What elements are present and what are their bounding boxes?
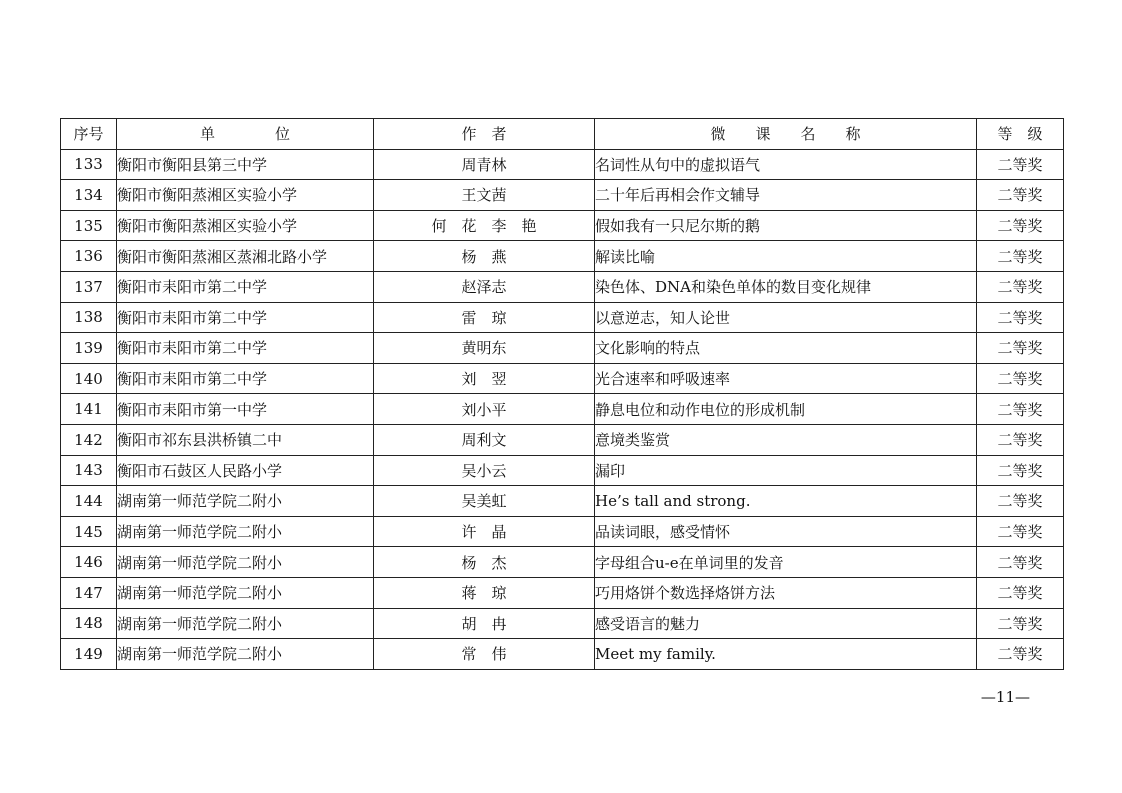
row-unit: 湖南第一师范学院二附小 — [117, 486, 374, 517]
header-row — [61, 119, 1064, 150]
row-unit: 衡阳市石鼓区人民路小学 — [117, 455, 374, 486]
row-course-title: 意境类鉴赏 — [595, 424, 977, 455]
row-author: 蒋 琼 — [374, 577, 595, 608]
row-unit: 衡阳市衡阳县第三中学 — [117, 149, 374, 180]
table-row — [61, 363, 1064, 394]
row-number: 144 — [61, 486, 117, 517]
row-grade: 二等奖 — [977, 302, 1064, 333]
row-number: 146 — [61, 547, 117, 578]
row-unit: 衡阳市祁东县洪桥镇二中 — [117, 424, 374, 455]
row-course-title: Meet my family. — [595, 639, 977, 670]
row-unit: 湖南第一师范学院二附小 — [117, 516, 374, 547]
row-course-title: 以意逆志，知人论世 — [595, 302, 977, 333]
row-number: 137 — [61, 271, 117, 302]
table-row — [61, 486, 1064, 517]
row-author: 雷 琼 — [374, 302, 595, 333]
row-course-title: 光合速率和呼吸速率 — [595, 363, 977, 394]
row-grade: 二等奖 — [977, 180, 1064, 211]
table-row — [61, 394, 1064, 425]
row-author: 杨 杰 — [374, 547, 595, 578]
row-grade: 二等奖 — [977, 639, 1064, 670]
row-unit: 衡阳市耒阳市第二中学 — [117, 363, 374, 394]
table-row — [61, 302, 1064, 333]
row-author: 杨 燕 — [374, 241, 595, 272]
row-grade: 二等奖 — [977, 455, 1064, 486]
table-row — [61, 149, 1064, 180]
row-number: 139 — [61, 333, 117, 364]
row-grade: 二等奖 — [977, 210, 1064, 241]
row-author: 吴美虹 — [374, 486, 595, 517]
row-unit: 湖南第一师范学院二附小 — [117, 577, 374, 608]
row-number: 140 — [61, 363, 117, 394]
row-unit: 湖南第一师范学院二附小 — [117, 547, 374, 578]
table-row — [61, 547, 1064, 578]
row-course-title: 感受语言的魅力 — [595, 608, 977, 639]
table-row — [61, 424, 1064, 455]
row-course-title: 品读词眼，感受情怀 — [595, 516, 977, 547]
row-course-title: He’s tall and strong. — [595, 486, 977, 517]
row-course-title: 二十年后再相会作文辅导 — [595, 180, 977, 211]
row-course-title: 文化影响的特点 — [595, 333, 977, 364]
row-unit: 衡阳市衡阳蒸湘区蒸湘北路小学 — [117, 241, 374, 272]
table-row — [61, 639, 1064, 670]
row-course-title: 解读比喻 — [595, 241, 977, 272]
table-row — [61, 210, 1064, 241]
row-course-title: 染色体、DNA和染色单体的数目变化规律 — [595, 271, 977, 302]
row-unit: 衡阳市衡阳蒸湘区实验小学 — [117, 180, 374, 211]
table-row — [61, 455, 1064, 486]
row-course-title: 漏印 — [595, 455, 977, 486]
header-title: 微 课 名 称 — [595, 119, 977, 150]
row-number: 148 — [61, 608, 117, 639]
header-author: 作 者 — [374, 119, 595, 150]
row-author: 周利文 — [374, 424, 595, 455]
row-unit: 湖南第一师范学院二附小 — [117, 608, 374, 639]
row-author: 周青林 — [374, 149, 595, 180]
row-number: 143 — [61, 455, 117, 486]
row-author: 常 伟 — [374, 639, 595, 670]
row-course-title: 字母组合u-e在单词里的发音 — [595, 547, 977, 578]
row-number: 138 — [61, 302, 117, 333]
row-grade: 二等奖 — [977, 241, 1064, 272]
row-author: 王文茜 — [374, 180, 595, 211]
header-num: 序号 — [61, 119, 117, 150]
row-number: 149 — [61, 639, 117, 670]
row-number: 133 — [61, 149, 117, 180]
row-author: 何 花 李 艳 — [374, 210, 595, 241]
row-number: 136 — [61, 241, 117, 272]
table-row — [61, 516, 1064, 547]
row-grade: 二等奖 — [977, 516, 1064, 547]
row-number: 147 — [61, 577, 117, 608]
table-row — [61, 241, 1064, 272]
row-unit: 衡阳市耒阳市第二中学 — [117, 271, 374, 302]
row-number: 135 — [61, 210, 117, 241]
row-course-title: 巧用烙饼个数选择烙饼方法 — [595, 577, 977, 608]
row-course-title: 静息电位和动作电位的形成机制 — [595, 394, 977, 425]
row-author: 胡 冉 — [374, 608, 595, 639]
row-author: 赵泽志 — [374, 271, 595, 302]
row-unit: 湖南第一师范学院二附小 — [117, 639, 374, 670]
row-author: 刘 翌 — [374, 363, 595, 394]
row-unit: 衡阳市耒阳市第二中学 — [117, 302, 374, 333]
row-grade: 二等奖 — [977, 608, 1064, 639]
row-author: 许 晶 — [374, 516, 595, 547]
table-row — [61, 608, 1064, 639]
row-grade: 二等奖 — [977, 271, 1064, 302]
page-number: —11— — [980, 688, 1030, 706]
row-author: 刘小平 — [374, 394, 595, 425]
table-body — [61, 149, 1064, 669]
row-grade: 二等奖 — [977, 577, 1064, 608]
row-unit: 衡阳市衡阳蒸湘区实验小学 — [117, 210, 374, 241]
table-row — [61, 577, 1064, 608]
table-row — [61, 180, 1064, 211]
row-course-title: 名词性从句中的虚拟语气 — [595, 149, 977, 180]
row-number: 142 — [61, 424, 117, 455]
row-grade: 二等奖 — [977, 486, 1064, 517]
table-row — [61, 333, 1064, 364]
row-number: 134 — [61, 180, 117, 211]
row-grade: 二等奖 — [977, 394, 1064, 425]
row-grade: 二等奖 — [977, 547, 1064, 578]
row-number: 145 — [61, 516, 117, 547]
row-unit: 衡阳市耒阳市第二中学 — [117, 333, 374, 364]
row-course-title: 假如我有一只尼尔斯的鹅 — [595, 210, 977, 241]
row-author: 吴小云 — [374, 455, 595, 486]
row-author: 黄明东 — [374, 333, 595, 364]
row-grade: 二等奖 — [977, 149, 1064, 180]
row-unit: 衡阳市耒阳市第一中学 — [117, 394, 374, 425]
table-header — [61, 119, 1064, 150]
awards-table — [60, 118, 1064, 670]
row-number: 141 — [61, 394, 117, 425]
header-grade: 等 级 — [977, 119, 1064, 150]
table-row — [61, 271, 1064, 302]
row-grade: 二等奖 — [977, 363, 1064, 394]
row-grade: 二等奖 — [977, 333, 1064, 364]
header-unit: 单 位 — [117, 119, 374, 150]
row-grade: 二等奖 — [977, 424, 1064, 455]
